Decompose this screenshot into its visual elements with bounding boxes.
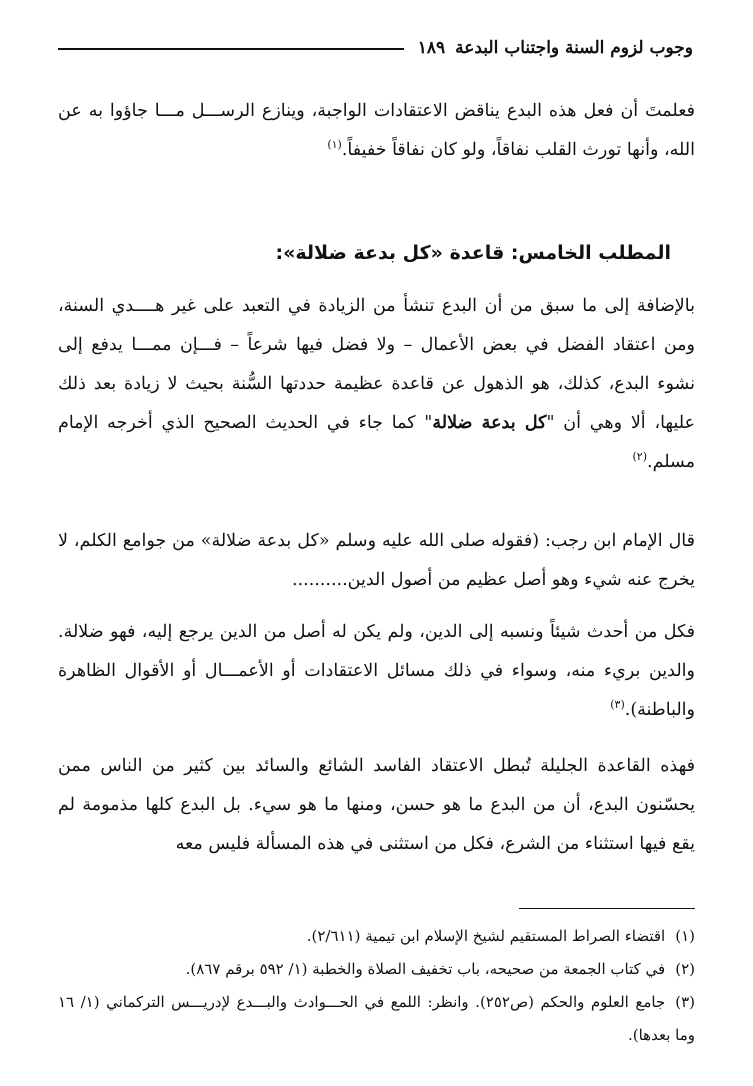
footnote-ref-2: (٢): [632, 450, 647, 464]
footnote-text: اقتضاء الصراط المستقيم لشيخ الإسلام ابن تيمية (٢/٦١١).: [306, 927, 666, 945]
footnote-ref-1: (١): [327, 138, 342, 152]
paragraph-2-bold-phrase: كل بدعة ضلالة: [432, 413, 547, 433]
running-header: [58, 30, 693, 58]
footnote-ref-3: (٣): [610, 698, 625, 712]
footnote-separator: [519, 908, 695, 909]
paragraph-4-text: فكل من أحدث شيئاً ونسبه إلى الدين، ولم يكن له أصل من الدين يرجع إليه، فهو ضلالة. والدين بريء منه، وسواء في ذلك مسائل الاعتقادات أو الأعمـــال أو الأقوال الظاهرة والباطنة).: [58, 622, 695, 720]
paragraph-3-text: قال الإمام ابن رجب: (فقوله صلى الله عليه وسلم «كل بدعة ضلالة» من جوامع الكلم، لا يخرج عنه شيء وهو أصل عظيم من أصول الدين..........: [58, 531, 695, 590]
paragraph-4: [58, 613, 695, 730]
page-number: ١٨٩: [417, 38, 446, 58]
footnote-number: (٢): [675, 960, 695, 978]
paragraph-5-text: فهذه القاعدة الجليلة تُبطل الاعتقاد الفاسد الشائع والسائد بين كثير من الناس ممن يحسّنون البدع، أن من البدع ما هو حسن، ومنها ما هو سيء. بل البدع كلها مذمومة لم يقع فيها استثناء من الشرع، فكل من استثنى في هذه المسألة فليس معه: [58, 756, 695, 854]
footnote-text: في كتاب الجمعة من صحيحه، باب تخفيف الصلاة والخطبة (١/ ٥٩٢ برقم ٨٦٧).: [185, 960, 666, 978]
footnote-1: [58, 920, 695, 953]
footnote-2: [58, 953, 695, 986]
section-heading: المطلب الخامس: قاعدة «كل بدعة ضلالة»:: [275, 242, 671, 264]
header-rule: [58, 48, 404, 50]
paragraph-2: [58, 287, 695, 482]
footnote-number: (١): [675, 927, 695, 945]
paragraph-1-text: فعلمتَ أن فعل هذه البدع يناقض الاعتقادات الواجبة، وينازع الرســـل مـــا جاؤوا به عن الله، وأنها تورث القلب نفاقاً، ولو كان نفاقاً خفيفاً.: [58, 101, 696, 160]
paragraph-2-text-after: " كما جاء في الحديث الصحيح الذي أخرجه الإمام مسلم.: [58, 413, 695, 472]
footnote-text: جامع العلوم والحكم (ص٢٥٢). وانظر: اللمع في الحـــوادث والبـــدع لإدريـــس التركماني (١/ ١٦ وما بعدها).: [58, 993, 695, 1044]
paragraph-2-text-before: بالإضافة إلى ما سبق من أن البدع تنشأ من الزيادة في التعبد على غير هــــدي السنة، ومن اعتقاد الفضل في بعض الأعمال – ولا فضل فيها شرعاً – فـــإن ممـــا يدفع إلى نشوء البدع، كذلك، هو الذهول عن قاعدة عظيمة حددتها السُّنة بحيث لا زيادة بعد ذلك عليها، ألا وهي أن ": [58, 296, 696, 433]
footnotes: [58, 920, 695, 1052]
paragraph-5: [58, 747, 695, 864]
paragraph-3: [58, 522, 695, 600]
paragraph-1: [58, 92, 695, 170]
running-title: وجوب لزوم السنة واجتناب البدعة: [455, 38, 693, 58]
footnote-number: (٣): [675, 993, 695, 1011]
footnote-3: [58, 986, 695, 1052]
